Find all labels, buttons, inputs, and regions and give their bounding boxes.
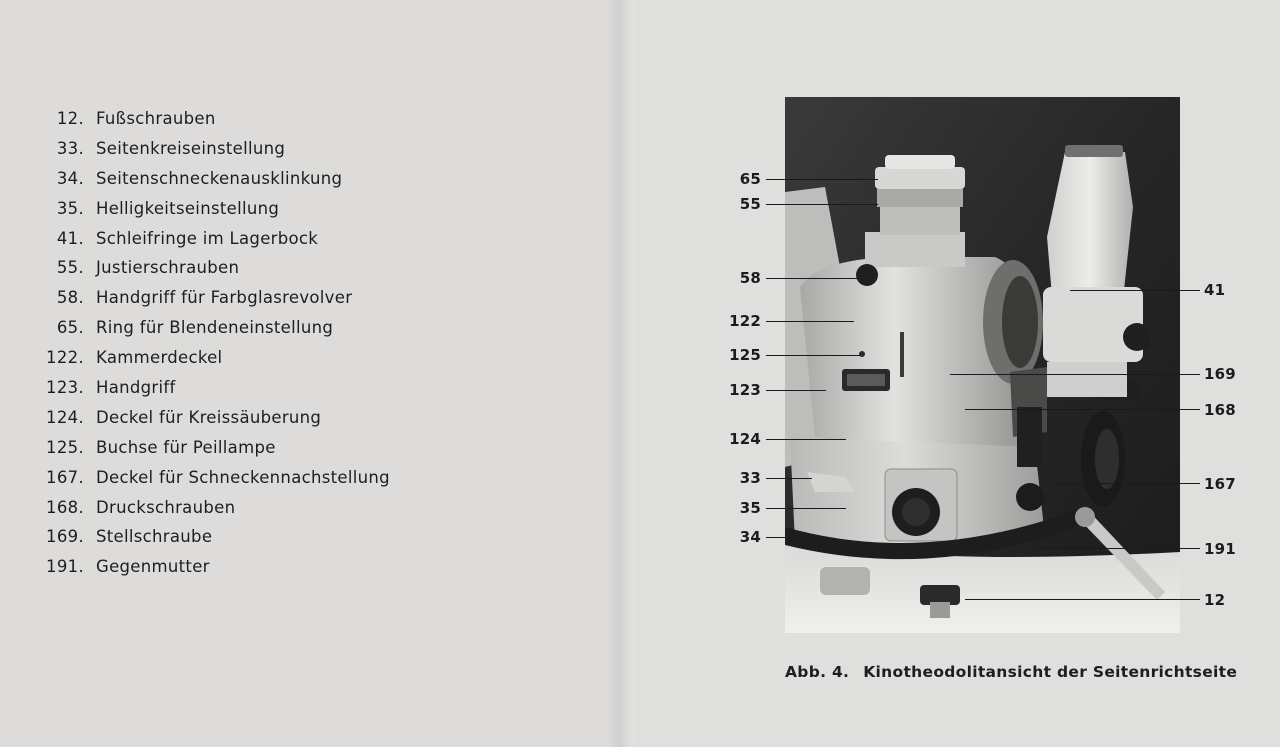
legend-number: 169. [46, 527, 84, 547]
legend-number: 124. [46, 407, 84, 427]
callout-55: 55 [739, 195, 761, 213]
callout-leader-41 [1070, 290, 1200, 291]
legend-item [40, 134, 286, 164]
legend-number: 55. [56, 258, 84, 278]
legend-text: Stellschraube [96, 527, 213, 547]
legend-text: Handgriff für Farbglasrevolver [96, 288, 353, 308]
callout-65: 65 [739, 170, 761, 188]
callout-leader-35 [766, 508, 846, 509]
legend-item [40, 493, 236, 523]
callout-58: 58 [739, 269, 761, 287]
callout-125: 125 [729, 346, 761, 364]
legend-text: Handgriff [96, 378, 176, 398]
callout-12: 12 [1204, 591, 1226, 609]
callout-leader-33 [766, 478, 812, 479]
callout-167: 167 [1204, 475, 1236, 493]
parts-legend [40, 104, 390, 582]
legend-item [40, 373, 176, 403]
legend-item [40, 313, 334, 343]
callout-leader-34 [766, 537, 826, 538]
theodolite-illustration [785, 97, 1180, 633]
legend-item [40, 283, 353, 313]
legend-number: 12. [56, 109, 84, 128]
legend-number: 65. [56, 318, 84, 338]
legend-item [40, 433, 276, 463]
callout-leader-167 [1052, 483, 1200, 484]
callout-leader-191 [1035, 548, 1200, 549]
legend-item [40, 164, 343, 194]
callout-leader-168 [965, 409, 1200, 410]
legend-item [40, 522, 213, 552]
figure-caption [785, 663, 1237, 681]
legend-text: Seitenkreiseinstellung [96, 138, 286, 158]
legend-number: 41. [56, 228, 84, 248]
legend-text: Schleifringe im Lagerbock [96, 228, 319, 248]
left-page [0, 0, 620, 747]
legend-item [40, 343, 223, 373]
legend-text: Druckschrauben [96, 497, 236, 517]
legend-number: 123. [46, 378, 84, 398]
legend-number: 122. [46, 348, 84, 368]
callout-169: 169 [1204, 365, 1236, 383]
callout-34: 34 [739, 528, 761, 546]
figure-caption-text: Kinotheodolitansicht der Seitenrichtseite [863, 663, 1238, 681]
legend-number: 35. [56, 198, 84, 218]
book-gutter [608, 0, 634, 747]
callout-33: 33 [739, 469, 761, 487]
legend-item [40, 463, 390, 493]
callout-191: 191 [1204, 540, 1236, 558]
legend-text: Seitenschneckenausklinkung [96, 168, 343, 188]
callout-leader-55 [766, 204, 878, 205]
legend-item [40, 194, 280, 224]
legend-number: 191. [46, 557, 84, 577]
callout-122: 122 [729, 312, 761, 330]
legend-number: 167. [46, 467, 84, 487]
callout-35: 35 [739, 499, 761, 517]
callout-leader-12 [965, 599, 1200, 600]
callout-leader-65 [766, 179, 878, 180]
callout-leader-124 [766, 439, 846, 440]
legend-number: 34. [56, 168, 84, 188]
legend-text: Helligkeitseinstellung [96, 198, 280, 218]
legend-item [40, 403, 322, 433]
legend-text: Gegenmutter [96, 557, 210, 577]
legend-text: Fußschrauben [96, 109, 216, 128]
callout-leader-122 [766, 321, 854, 322]
callout-leader-123 [766, 390, 826, 391]
legend-item [40, 552, 210, 582]
legend-item [40, 104, 216, 134]
legend-number: 58. [56, 288, 84, 308]
callout-168: 168 [1204, 401, 1236, 419]
legend-number: 125. [46, 437, 84, 457]
legend-text: Justierschrauben [96, 258, 240, 278]
theodolite-photo [785, 97, 1180, 633]
legend-text: Buchse für Peillampe [96, 437, 276, 457]
legend-number: 168. [46, 497, 84, 517]
legend-text: Kammerdeckel [96, 348, 223, 368]
callout-123: 123 [729, 381, 761, 399]
callout-leader-169 [950, 374, 1200, 375]
legend-item [40, 224, 319, 254]
legend-text: Deckel für Schneckennachstellung [96, 467, 390, 487]
callout-leader-58 [766, 278, 862, 279]
callout-124: 124 [729, 430, 761, 448]
callout-leader-125 [766, 355, 860, 356]
callout-41: 41 [1204, 281, 1226, 299]
legend-number: 33. [56, 138, 84, 158]
legend-text: Deckel für Kreissäuberung [96, 407, 322, 427]
figure-label: Abb. 4. [785, 663, 850, 681]
legend-item [40, 253, 240, 283]
legend-text: Ring für Blendeneinstellung [96, 318, 334, 338]
